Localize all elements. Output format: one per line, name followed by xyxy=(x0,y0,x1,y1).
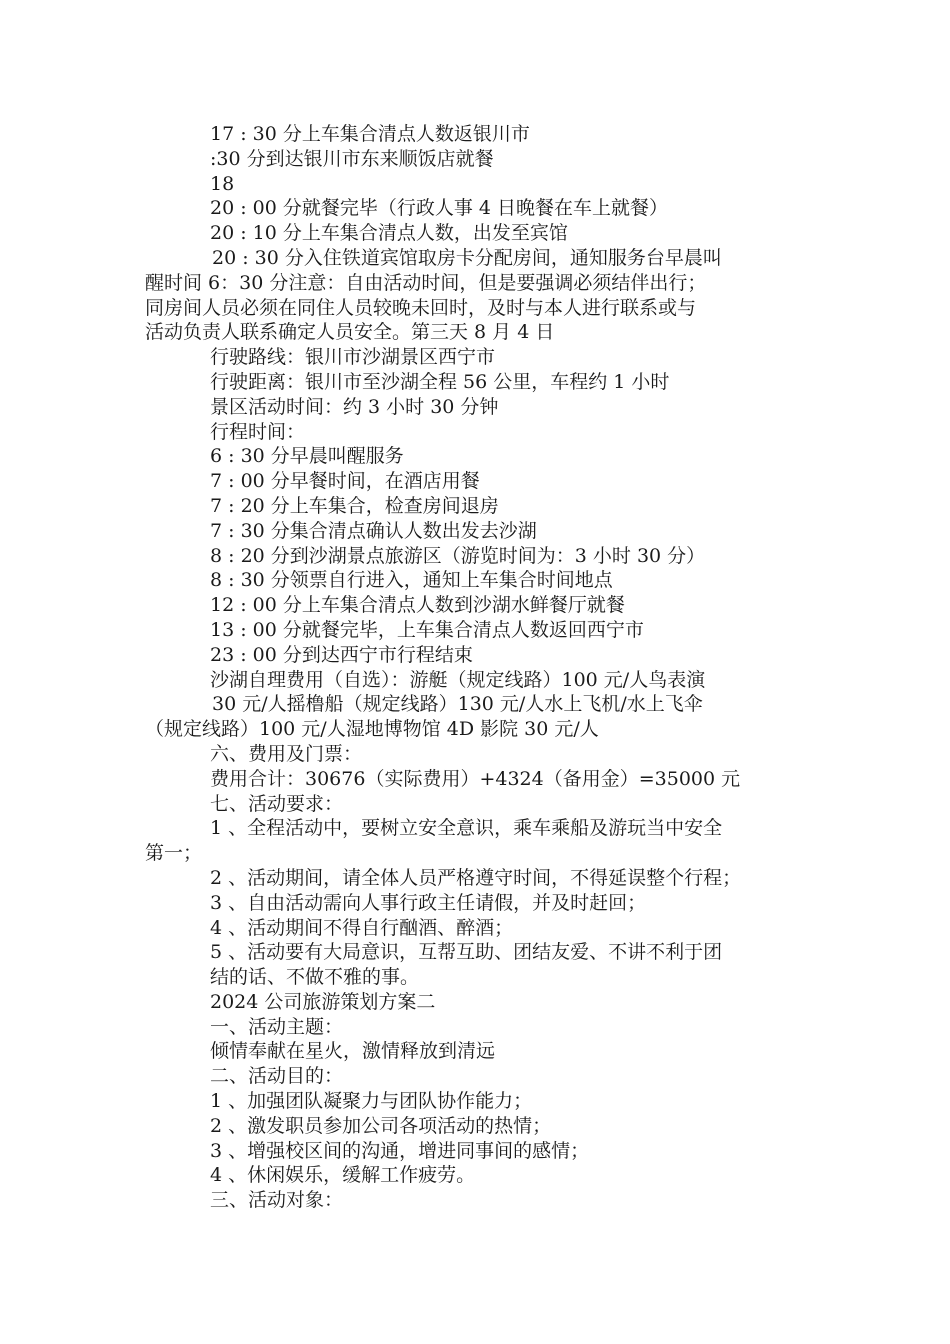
text-line: 费用合计：30676（实际费用）+4324（备用金）=35000 元 xyxy=(210,767,741,790)
text-line: 23 : 00 分到达西宁市行程结束 xyxy=(210,643,473,666)
text-line: 7 : 00 分早餐时间，在酒店用餐 xyxy=(210,470,480,493)
text-line: 20 : 30 分入住铁道宾馆取房卡分配房间，通知服务台早晨叫 xyxy=(212,246,722,269)
text-line: 3 、自由活动需向人事行政主任请假，并及时赶回； xyxy=(210,891,647,914)
text-line: 七、活动要求： xyxy=(210,792,344,815)
text-line: （规定线路）100 元/人湿地博物馆 4D 影院 30 元/人 xyxy=(145,718,599,741)
text-line: 8 : 30 分领票自行进入，通知上车集合时间地点 xyxy=(210,569,613,592)
text-line: 3 、增强校区间的沟通，增进同事间的感情； xyxy=(210,1139,590,1162)
text-line: 沙湖自理费用（自选）：游艇（规定线路）100 元/人鸟表演 xyxy=(210,668,706,691)
text-line: :30 分到达银川市东来顺饭店就餐 xyxy=(210,147,494,170)
text-line: 4 、休闲娱乐，缓解工作疲劳。 xyxy=(210,1164,476,1187)
text-line: 醒时间 6：30 分注意：自由活动时间，但是要强调必须结伴出行； xyxy=(145,271,707,294)
text-line: 7 : 30 分集合清点确认人数出发去沙湖 xyxy=(210,519,537,542)
text-line: 20 : 00 分就餐完毕（行政人事 4 日晚餐在车上就餐） xyxy=(210,197,669,220)
text-line: 1 、加强团队凝聚力与团队协作能力； xyxy=(210,1090,533,1113)
text-line: 第一； xyxy=(145,842,203,865)
text-line: 20 : 10 分上车集合清点人数，出发至宾馆 xyxy=(210,222,568,245)
text-line: 18 xyxy=(210,172,235,195)
text-line: 活动负责人联系确定人员安全。第三天 8 月 4 日 xyxy=(145,321,555,344)
text-line: 行驶路线：银川市沙湖景区西宁市 xyxy=(210,346,496,369)
document-body xyxy=(145,122,810,1213)
text-line: 4 、活动期间不得自行酗酒、醉酒； xyxy=(210,916,514,939)
text-line: 5 、活动要有大局意识，互帮互助、团结友爱、不讲不利于团 xyxy=(210,941,723,964)
text-line: 一、活动主题： xyxy=(210,1015,344,1038)
text-line: 12 : 00 分上车集合清点人数到沙湖水鲜餐厅就餐 xyxy=(210,594,625,617)
text-line: 结的话、不做不雅的事。 xyxy=(210,966,420,989)
text-line: 2 、激发职员参加公司各项活动的热情； xyxy=(210,1114,552,1137)
text-line: 6 : 30 分早晨叫醒服务 xyxy=(210,445,404,468)
text-line: 13 : 00 分就餐完毕，上车集合清点人数返回西宁市 xyxy=(210,618,644,641)
text-line: 8 : 20 分到沙湖景点旅游区（游览时间为：3 小时 30 分） xyxy=(210,544,706,567)
text-line: 30 元/人摇橹船（规定线路）130 元/人水上飞机/水上飞伞 xyxy=(212,693,703,716)
text-line: 二、活动目的： xyxy=(210,1065,344,1088)
text-line: 7 : 20 分上车集合，检查房间退房 xyxy=(210,494,499,517)
text-line: 行驶距离：银川市至沙湖全程 56 公里，车程约 1 小时 xyxy=(210,370,670,393)
text-line: 景区活动时间：约 3 小时 30 分钟 xyxy=(210,395,499,418)
text-line: 同房间人员必须在同住人员较晚未回时，及时与本人进行联系或与 xyxy=(145,296,697,319)
text-line: 2024 公司旅游策划方案二 xyxy=(210,990,436,1013)
text-line: 三、活动对象： xyxy=(210,1189,344,1212)
text-line: 1 、全程活动中，要树立安全意识，乘车乘船及游玩当中安全 xyxy=(210,817,723,840)
text-line: 六、费用及门票： xyxy=(210,742,363,765)
text-line: 倾情奉献在星火，激情释放到清远 xyxy=(210,1040,496,1063)
text-line: 行程时间： xyxy=(210,420,306,443)
text-line: 2 、活动期间，请全体人员严格遵守时间，不得延误整个行程； xyxy=(210,866,742,889)
text-line: 17 : 30 分上车集合清点人数返银川市 xyxy=(210,123,530,145)
